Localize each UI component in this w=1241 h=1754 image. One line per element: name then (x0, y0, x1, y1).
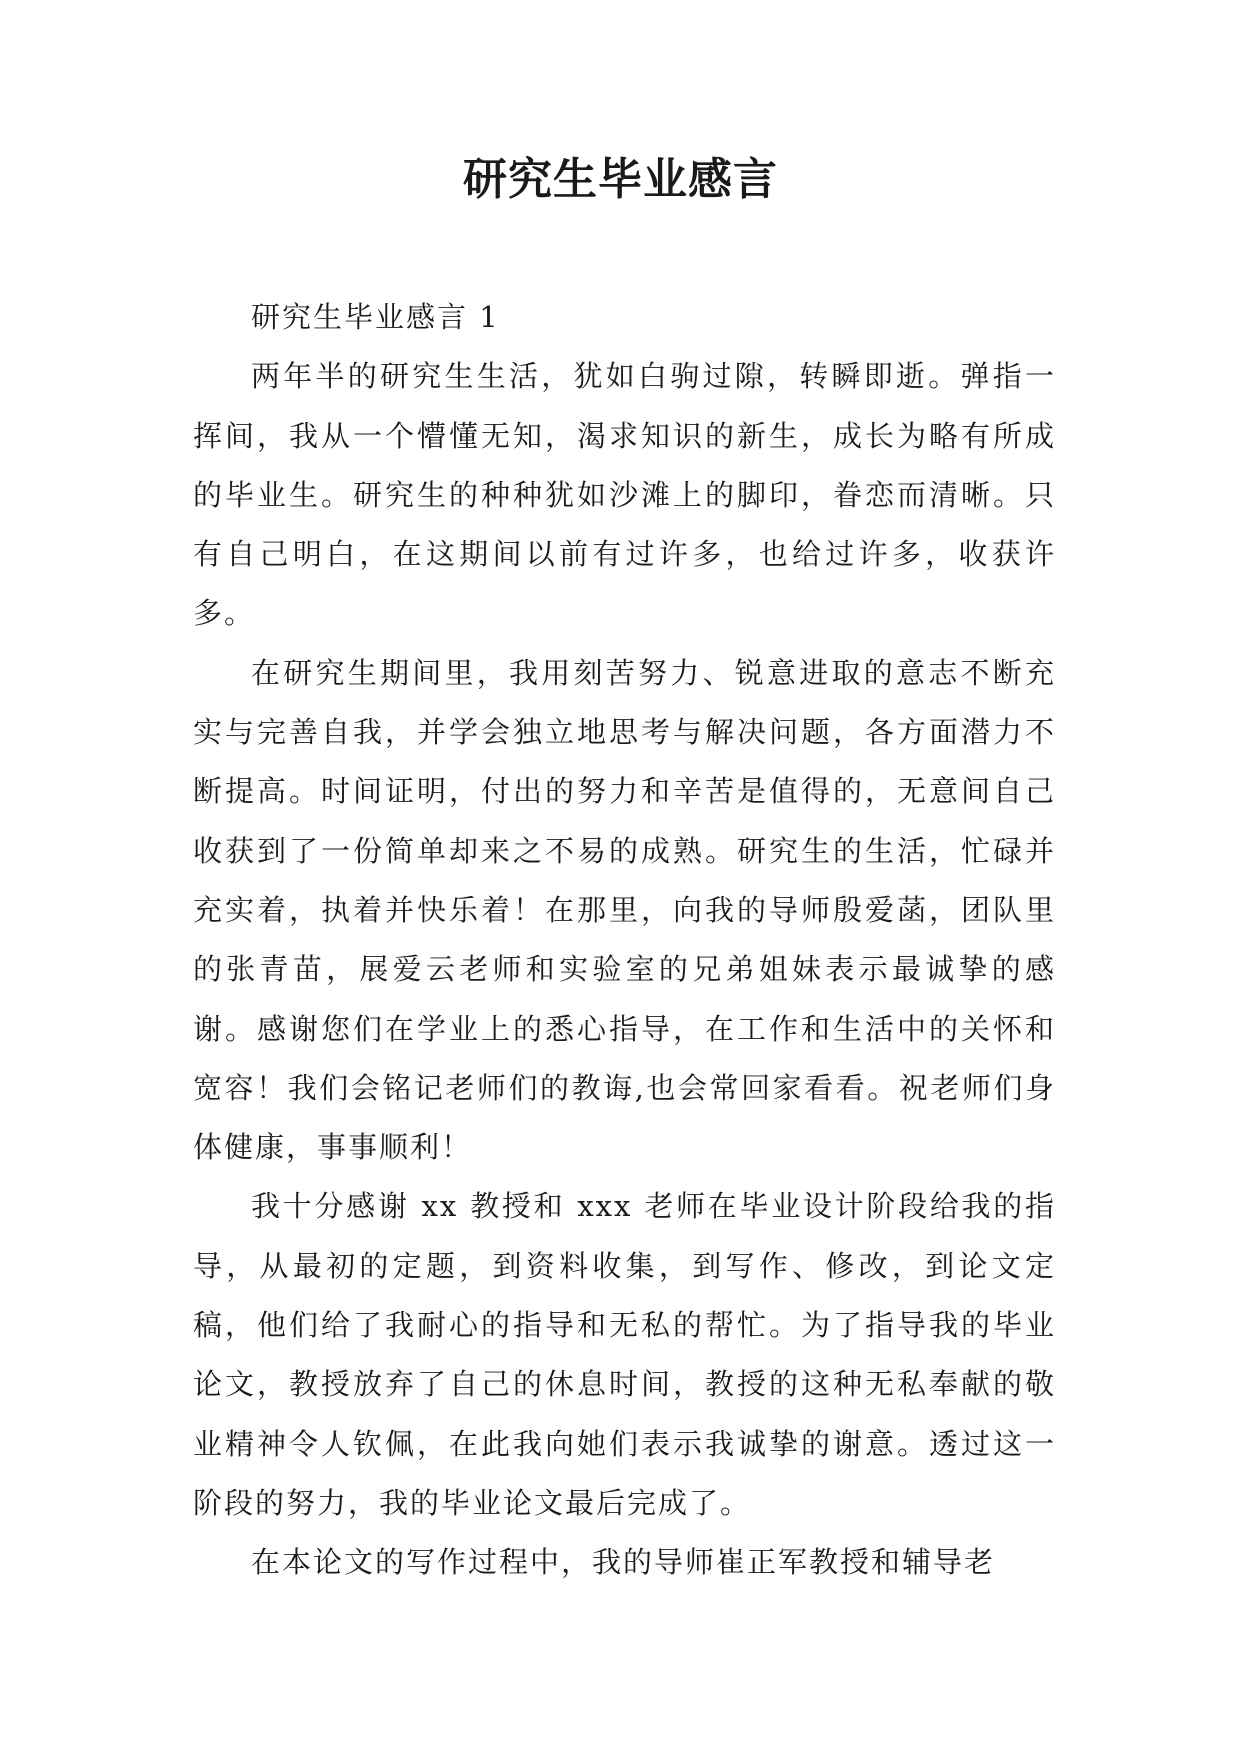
paragraph-1: 两年半的研究生生活，犹如白驹过隙，转瞬即逝。弹指一挥间，我从一个懵懂无知，渴求知识的新生，成长为略有所成的毕业生。研究生的种种犹如沙滩上的脚印，眷恋而清晰。只有自己明白，在这期间以前有过许多，也给过许多，收获许多。 (193, 359, 1056, 631)
document-body (193, 288, 1056, 1593)
document-title: 研究生毕业感言 (463, 154, 778, 205)
paragraph-4: 在本论文的写作过程中，我的导师崔正军教授和辅导老 (251, 1545, 996, 1580)
section-heading: 研究生毕业感言 1 (251, 300, 500, 334)
paragraph-2: 在研究生期间里，我用刻苦努力、锐意进取的意志不断充实与完善自我，并学会独立地思考与解决问题，各方面潜力不断提高。时间证明，付出的努力和辛苦是值得的，无意间自己收获到了一份简单却来之不易的成熟。研究生的生活，忙碌并充实着，执着并快乐着！在那里，向我的导师殷爱菡，团队里的张青苗，展爱云老师和实验室的兄弟姐妹表示最诚挚的感谢。感谢您们在学业上的悉心指导，在工作和生活中的关怀和宽容！我们会铭记老师们的教诲,也会常回家看看。祝老师们身体健康，事事顺利！ (193, 655, 1056, 1165)
paragraph-3: 我十分感谢 xx 教授和 xxx 老师在毕业设计阶段给我的指导，从最初的定题，到资料收集，到写作、修改，到论文定稿，他们给了我耐心的指导和无私的帮忙。为了指导我的毕业论文，教授放弃了自己的休息时间，教授的这种无私奉献的敬业精神令人钦佩，在此我向她们表示我诚挚的谢意。透过这一阶段的努力，我的毕业论文最后完成了。 (193, 1189, 1056, 1520)
